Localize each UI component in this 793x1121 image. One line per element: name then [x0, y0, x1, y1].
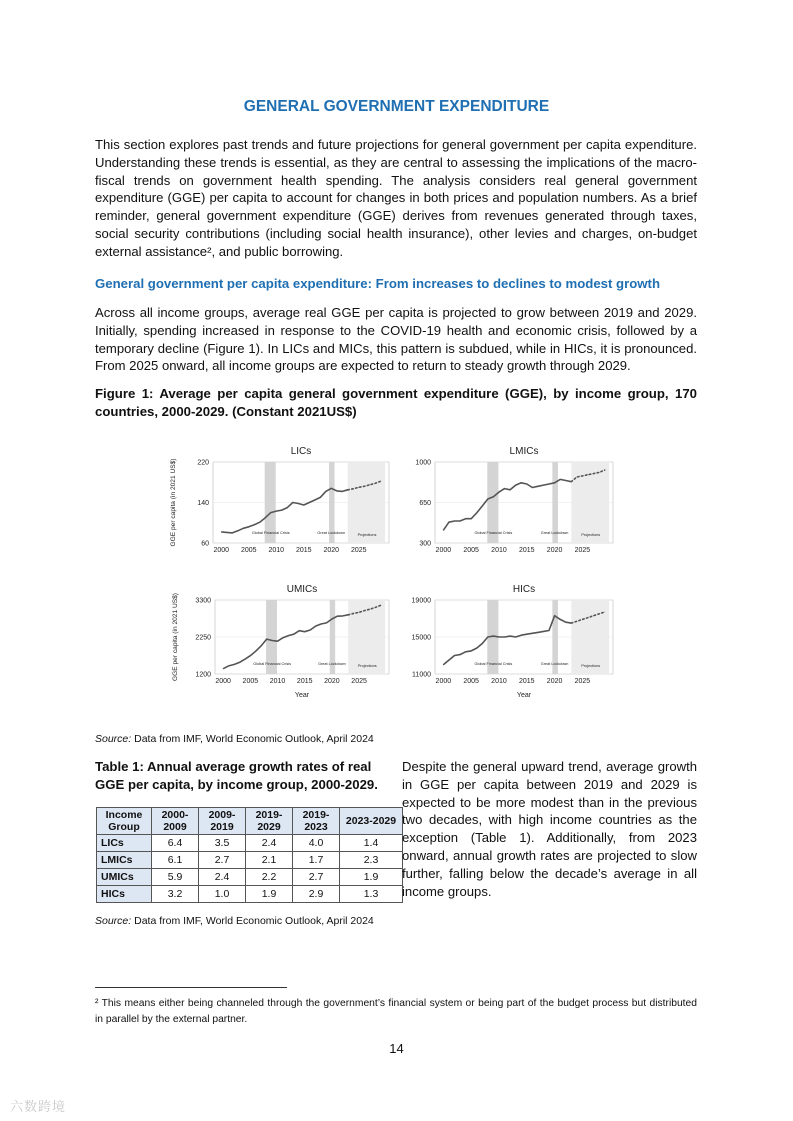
y-tick-label: 60: [201, 540, 209, 548]
data-point-lics-2005: [248, 526, 249, 527]
data-point-hics-2001: [449, 660, 450, 661]
table-cell: 2.3: [340, 852, 403, 869]
x-tick-label: 2015: [518, 678, 535, 685]
data-point-lics-2020: [331, 488, 332, 489]
growth-rates-table: [96, 807, 403, 903]
data-point-hics-2021: [560, 619, 561, 620]
data-point-hics-2006: [476, 648, 477, 649]
table-row: [97, 835, 403, 852]
data-point-hics-2014: [521, 635, 522, 636]
data-point-lics-2021: [336, 490, 337, 491]
figure-source-label: Source:: [95, 733, 132, 745]
y-tick-label: 3300: [195, 597, 211, 605]
y-axis-label: GGE per capita (in 2021 US$): [172, 593, 179, 681]
shade-projections: [348, 462, 385, 543]
data-point-hics-2007: [482, 643, 483, 644]
data-point-hics-2023: [571, 623, 572, 624]
footnote: ² This means either being channeled through the government’s financial system or being part of the budget process but distributed in parallel by the external partner.: [95, 998, 697, 1025]
data-point-hics-2008: [487, 637, 488, 638]
x-tick-label: 2010: [268, 547, 285, 554]
data-point-lmics-2029: [604, 470, 605, 471]
y-tick-label: 1200: [195, 671, 211, 679]
chart-title-lmics: LMICs: [509, 446, 539, 457]
data-point-hics-2028: [599, 613, 600, 614]
data-point-lmics-2028: [599, 472, 600, 473]
data-point-lics-2017: [314, 500, 315, 501]
table-cell: 2.7: [199, 852, 246, 869]
data-point-hics-2010: [499, 637, 500, 638]
x-tick-label: 2000: [435, 678, 452, 685]
data-point-lmics-2000: [443, 530, 444, 531]
y-axis-label: GGE per capita (in 2021 US$): [170, 458, 177, 547]
table-header-cell: 2019-2029: [246, 808, 293, 835]
data-point-hics-2000: [443, 664, 444, 665]
chart-title-umics: UMICs: [286, 584, 318, 595]
footnote-divider: [95, 987, 287, 988]
data-point-umics-2006: [255, 651, 256, 652]
data-point-lics-2026: [364, 486, 365, 487]
x-tick-label: 2000: [213, 547, 230, 554]
table-header-cell: 2019-2023: [293, 808, 340, 835]
data-point-umics-2010: [277, 641, 278, 642]
table-cell: 2.4: [199, 869, 246, 886]
data-point-umics-2011: [283, 637, 284, 638]
table-header-cell: 2009-2019: [199, 808, 246, 835]
x-tick-label: 2015: [295, 547, 312, 554]
data-point-hics-2026: [588, 617, 589, 618]
data-point-umics-2027: [370, 609, 371, 610]
annotation-lockdown: Great Lockdown: [318, 662, 346, 666]
data-point-lics-2029: [380, 481, 381, 482]
data-point-lics-2013: [292, 502, 293, 503]
x-tick-label: 2010: [491, 678, 507, 685]
watermark-text: 六数跨境: [10, 1099, 67, 1114]
data-point-umics-2014: [299, 630, 300, 631]
annotation-projections: Projections: [581, 533, 601, 537]
y-tick-label: 650: [419, 500, 431, 507]
x-tick-label: 2000: [215, 678, 231, 685]
annotation-financial-crisis: Global Financial Crisis: [251, 531, 290, 535]
data-point-hics-2002: [454, 655, 455, 656]
data-point-lmics-2014: [521, 482, 522, 483]
table-cell: 1.4: [340, 835, 403, 852]
data-point-umics-2024: [353, 613, 354, 614]
data-point-lmics-2002: [454, 521, 455, 522]
table-source-text: Data from IMF, World Economic Outlook, April 2024: [131, 915, 374, 927]
table-row: [97, 869, 403, 886]
data-point-hics-2005: [471, 650, 472, 651]
data-point-hics-2027: [593, 615, 594, 616]
data-point-lmics-2015: [526, 484, 527, 485]
data-point-lmics-2007: [482, 506, 483, 507]
data-point-lmics-2027: [593, 473, 594, 474]
data-point-hics-2015: [526, 634, 527, 635]
data-point-umics-2029: [380, 605, 381, 606]
data-point-umics-2009: [272, 640, 273, 641]
data-point-lics-2000: [221, 531, 222, 532]
data-point-lics-2011: [281, 510, 282, 511]
x-tick-label: 2005: [240, 547, 257, 554]
y-tick-label: 11000: [412, 671, 431, 679]
data-point-lics-2027: [369, 484, 370, 485]
table-source-label: Source:: [95, 915, 132, 927]
x-tick-label: 2020: [546, 678, 563, 685]
y-tick-label: 220: [197, 459, 209, 467]
annotation-projections: Projections: [581, 664, 601, 668]
data-point-lics-2003: [237, 530, 238, 531]
x-tick-label: 2020: [324, 678, 340, 685]
data-point-lmics-2012: [510, 489, 511, 490]
data-point-lmics-2026: [588, 474, 589, 475]
figure-source-text: Data from IMF, World Economic Outlook, April 2024: [131, 733, 374, 745]
data-point-umics-2020: [332, 619, 333, 620]
table-row: [97, 852, 403, 869]
data-point-lics-2015: [303, 505, 304, 506]
data-point-hics-2016: [532, 633, 533, 634]
data-point-umics-2023: [348, 614, 349, 615]
x-tick-label: 2020: [323, 547, 340, 554]
data-point-lmics-2001: [449, 522, 450, 523]
table-row-label: UMICs: [97, 869, 152, 886]
table-cell: 2.2: [246, 869, 293, 886]
annotation-lockdown: Great Lockdown: [540, 662, 569, 666]
table-cell: 1.0: [199, 886, 246, 903]
table-cell: 2.7: [293, 869, 340, 886]
annotation-financial-crisis: Global Financial Crisis: [253, 662, 291, 666]
data-point-umics-2019: [326, 623, 327, 624]
data-point-lmics-2018: [543, 485, 544, 486]
annotation-projections: Projections: [357, 533, 377, 537]
data-point-lmics-2023: [571, 481, 572, 482]
page-number: 14: [389, 1041, 404, 1056]
data-point-umics-2000: [223, 668, 224, 669]
x-tick-label: 2025: [351, 678, 367, 685]
data-point-lmics-2020: [554, 482, 555, 483]
data-point-lics-2024: [353, 488, 354, 489]
y-tick-label: 2250: [195, 634, 211, 642]
data-point-hics-2029: [604, 612, 605, 613]
data-point-lmics-2022: [565, 480, 566, 481]
table-row-label: LMICs: [97, 852, 152, 869]
data-point-hics-2003: [460, 654, 461, 655]
table-cell: 6.4: [152, 835, 199, 852]
data-point-hics-2012: [510, 636, 511, 637]
x-tick-label: 2025: [350, 547, 367, 554]
annotation-projections: Projections: [357, 664, 377, 668]
watermark-logo: [10, 1096, 66, 1115]
table-cell: 2.4: [246, 835, 293, 852]
data-point-lics-2006: [254, 524, 255, 525]
data-point-umics-2003: [239, 662, 240, 663]
x-tick-label: 2015: [518, 547, 535, 554]
figure-source: [95, 733, 374, 745]
shade-projections: [348, 600, 385, 674]
data-point-lics-2023: [347, 489, 348, 490]
x-tick-label: 2025: [574, 678, 591, 685]
data-point-lmics-2017: [538, 486, 539, 487]
x-tick-label: 2005: [242, 678, 259, 685]
figure-caption: Figure 1: Average per capita general government expenditure (GGE), by income group, 170 countries, 2000-2029. (Constant 2021US$): [95, 386, 697, 419]
data-point-lmics-2011: [504, 488, 505, 489]
y-tick-label: 140: [197, 500, 209, 507]
data-point-lmics-2010: [499, 492, 500, 493]
data-point-lics-2010: [276, 511, 277, 512]
table-row-label: LICs: [97, 835, 152, 852]
data-point-umics-2018: [321, 624, 322, 625]
data-point-lics-2008: [265, 517, 266, 518]
data-point-lics-2009: [270, 512, 271, 513]
data-point-lics-2001: [226, 532, 227, 533]
data-point-umics-2004: [245, 659, 246, 660]
annotation-lockdown: Great Lockdown: [540, 531, 569, 535]
data-point-lmics-2016: [532, 487, 533, 488]
data-point-hics-2011: [504, 637, 505, 638]
y-tick-label: 15000: [411, 634, 431, 642]
data-point-lmics-2005: [471, 518, 472, 519]
table-header-cell: 2023-2029: [340, 808, 403, 835]
y-tick-label: 19000: [411, 597, 431, 605]
table-header-cell: Income Group: [97, 808, 152, 835]
data-point-lmics-2013: [515, 485, 516, 486]
data-point-hics-2020: [554, 615, 555, 616]
data-point-umics-2022: [342, 615, 343, 616]
table-cell: 2.1: [246, 852, 293, 869]
data-point-umics-2025: [359, 612, 360, 613]
data-point-lics-2016: [309, 502, 310, 503]
data-point-lics-2028: [375, 483, 376, 484]
shade-projections: [571, 600, 609, 674]
data-point-umics-2016: [310, 630, 311, 631]
data-point-lmics-2006: [476, 513, 477, 514]
data-point-lics-2007: [259, 522, 260, 523]
y-tick-label: 300: [419, 540, 431, 548]
data-point-hics-2004: [465, 651, 466, 652]
data-point-umics-2028: [375, 607, 376, 608]
data-point-umics-2005: [250, 655, 251, 656]
data-point-lics-2014: [298, 503, 299, 504]
y-tick-label: 1000: [415, 459, 431, 467]
table-cell: 1.9: [340, 869, 403, 886]
data-point-umics-2002: [234, 664, 235, 665]
side-paragraph: Despite the general upward trend, average growth in GGE per capita between 2019 and 2029 is expected to be more modest than in the previous two decades, with high income countries as the exception (Table 1). Additionally, from 2023 onward, annual growth rates are projected to slow further, falling below the decade’s average in all income groups.: [402, 759, 697, 899]
data-point-umics-2013: [293, 634, 294, 635]
data-point-umics-2021: [337, 616, 338, 617]
x-tick-label: 2015: [296, 678, 313, 685]
table-cell: 2.9: [293, 886, 340, 903]
data-point-hics-2013: [515, 637, 516, 638]
table-cell: 5.9: [152, 869, 199, 886]
annotation-financial-crisis: Global Financial Crisis: [474, 662, 513, 666]
section-title: GENERAL GOVERNMENT EXPENDITURE: [243, 98, 550, 115]
table-cell: 3.5: [199, 835, 246, 852]
data-point-lics-2004: [243, 528, 244, 529]
x-tick-label: 2020: [546, 547, 563, 554]
table-cell: 1.9: [246, 886, 293, 903]
data-point-lmics-2021: [560, 479, 561, 480]
data-point-hics-2025: [582, 619, 583, 620]
data-point-lics-2025: [358, 487, 359, 488]
x-axis-label: Year: [294, 692, 310, 699]
data-point-hics-2022: [565, 622, 566, 623]
x-tick-label: 2005: [463, 678, 479, 685]
data-point-lmics-2004: [465, 518, 466, 519]
data-point-hics-2017: [538, 632, 539, 633]
data-point-hics-2019: [549, 630, 550, 631]
figure-charts: [155, 438, 635, 728]
table-row: [97, 886, 403, 903]
data-point-lics-2002: [232, 532, 233, 533]
x-tick-label: 2010: [491, 547, 507, 554]
data-point-lics-2019: [325, 491, 326, 492]
x-tick-label: 2005: [463, 547, 479, 554]
table-source: [95, 914, 382, 929]
data-point-umics-2007: [261, 645, 262, 646]
data-point-hics-2018: [543, 631, 544, 632]
table-header-cell: 2000-2009: [152, 808, 199, 835]
table-cell: 1.7: [293, 852, 340, 869]
data-point-umics-2008: [266, 639, 267, 640]
chart-title-hics: HICs: [512, 584, 536, 595]
data-point-hics-2009: [493, 636, 494, 637]
data-point-umics-2012: [288, 635, 289, 636]
table-cell: 1.3: [340, 886, 403, 903]
chart-title-lics: LICs: [290, 446, 312, 457]
data-point-umics-2015: [304, 631, 305, 632]
data-point-lmics-2009: [493, 496, 494, 497]
data-point-lmics-2025: [582, 475, 583, 476]
x-tick-label: 2000: [435, 547, 452, 554]
annotation-lockdown: Great Lockdown: [317, 531, 346, 535]
table-cell: 3.2: [152, 886, 199, 903]
x-axis-label: Year: [516, 692, 532, 699]
data-point-lmics-2003: [460, 521, 461, 522]
data-point-lmics-2019: [549, 484, 550, 485]
data-point-hics-2024: [576, 621, 577, 622]
x-tick-label: 2025: [574, 547, 591, 554]
table-caption: Table 1: Annual average growth rates of real GGE per capita, by income group, 2000-2029.: [95, 759, 378, 792]
x-tick-label: 2010: [269, 678, 286, 685]
table-header-row: [97, 808, 403, 835]
data-point-lmics-2008: [487, 499, 488, 500]
body-paragraph: Across all income groups, average real GGE per capita is projected to grow between 2019 and 2029. Initially, spending increased in response to the COVID-19 health and economic crisis, followed by a temporary decline (Figure 1). In LICs and MICs, this pattern is subdued, while in HICs, it is pronounced. From 2025 onward, all income groups are expected to return to steady growth through 2029.: [95, 305, 697, 374]
annotation-financial-crisis: Global Financial Crisis: [474, 531, 513, 535]
data-point-lics-2022: [342, 491, 343, 492]
data-point-lics-2012: [287, 507, 288, 508]
data-point-umics-2001: [228, 665, 229, 666]
data-point-umics-2017: [315, 626, 316, 627]
table-cell: 6.1: [152, 852, 199, 869]
data-point-lmics-2024: [576, 477, 577, 478]
table-row-label: HICs: [97, 886, 152, 903]
data-point-umics-2026: [364, 610, 365, 611]
intro-paragraph: This section explores past trends and future projections for general government per capita expenditure. Understanding these trends is essential, as they are central to assessing the implications of the macro-fiscal trends on government health spending. The analysis considers real general government expenditure (GGE) per capita to account for changes in both prices and population numbers. As a brief reminder, general government expenditure (GGE) derives from revenues generated through taxes, social security contributions (including social health insurance), other levies and charges, on-budget external assistance², and public borrowing.: [95, 137, 697, 259]
table-cell: 4.0: [293, 835, 340, 852]
subheading: General government per capita expenditure: From increases to declines to modest growth: [95, 276, 661, 291]
data-point-lics-2018: [320, 497, 321, 498]
